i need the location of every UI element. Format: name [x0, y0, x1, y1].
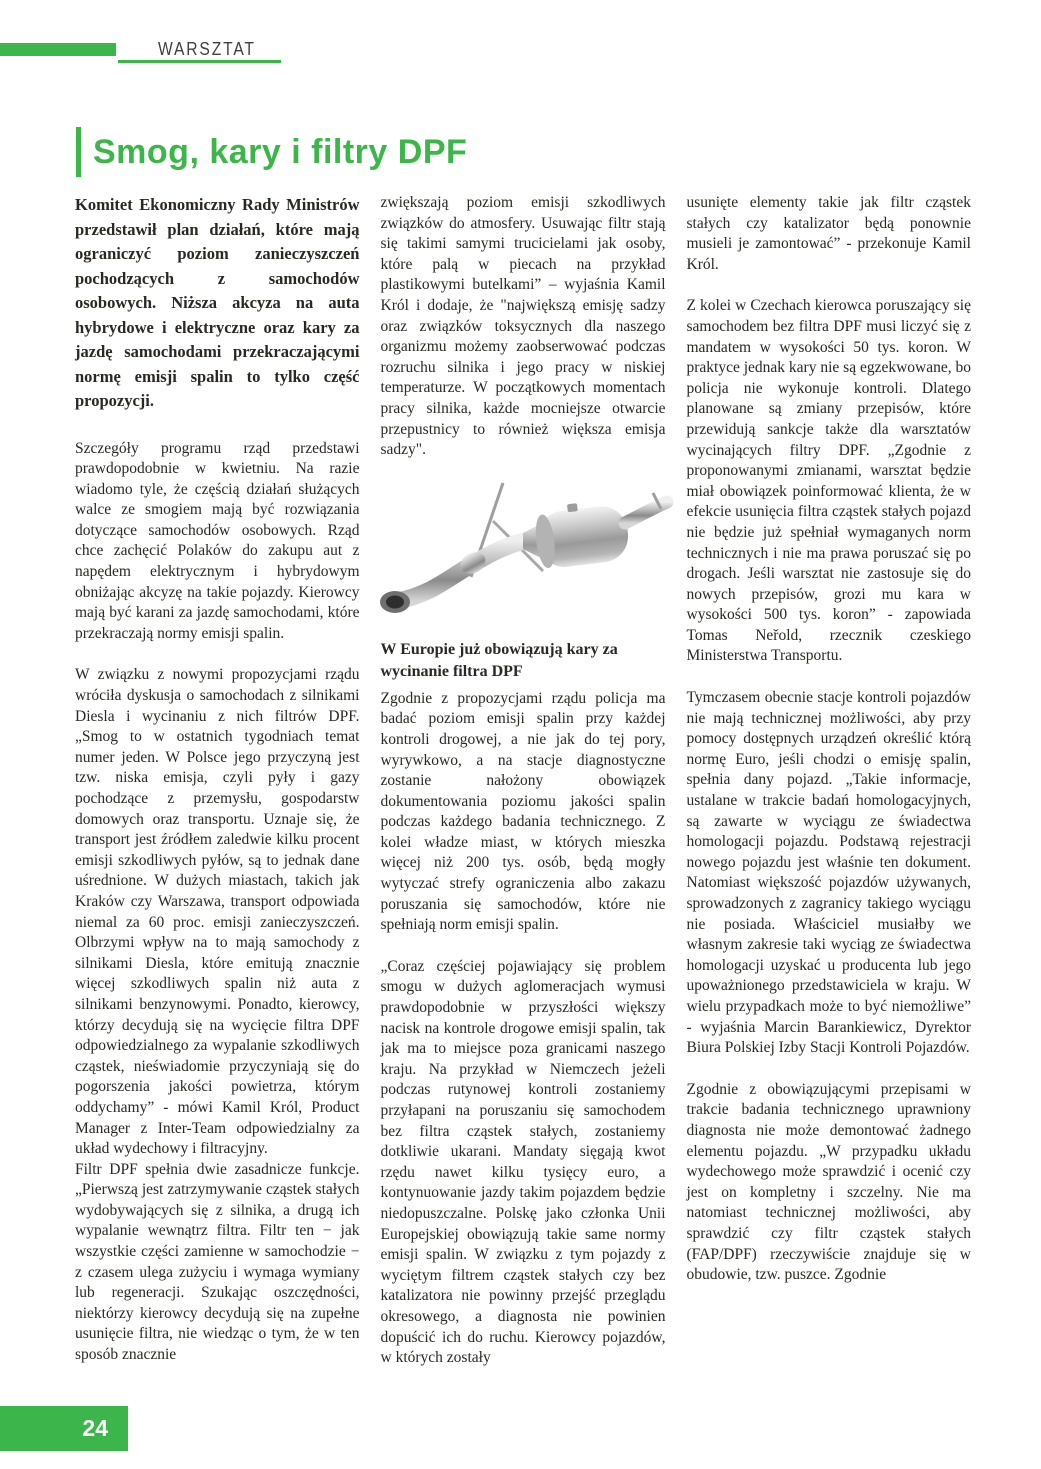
paragraph: Zgodnie z propozycjami rządu policja ma badać poziom emisji spalin przy każdej kontroli drogowej, a nie jak do tej pory, wyrywkowo, a na stacje diagnostyczne zostanie nałożony obowiązek dokumentowania poziomu jakości spalin podczas każdego badania technicznego. Z kolei władze miast, w których mieszka więcej niż 200 tys. osób, będą mogły wytyczać strefy ograniczenia albo zakazu poruszania się samochodów, które nie spełniają norm emisji spalin. [380, 689, 666, 934]
article-body [75, 193, 971, 1369]
page-number: 24 [82, 1415, 108, 1441]
section-kicker: WARSZTAT [158, 39, 256, 60]
paragraph: W związku z nowymi propozycjami rządu wróciła dyskusja o samochodach z silnikami Diesla i wycinaniu z nich filtrów DPF. „Smog to w ostatnich tygodniach temat numer jeden. W Polsce jego przyczyną jest tzw. niska emisja, czyli pyły i gazy pochodzące z przemysłu, gospodarstw domowych oraz transportu. Uznaje się, że transport jest źródłem zaledwie kilku procent emisji szkodliwych pyłów, są to jednak dane uśrednione. W dużych miastach, takich jak Kraków czy Warszawa, transport odpowiada niemal za 60 proc. emisji zanieczyszczeń. Olbrzymi wpływ na to mają samochody z silnikami Diesla, które emitują znacznie więcej szkodliwych spalin niż auta z silnikami benzynowymi. Ponadto, kierowcy, którzy decydują się na wycięcie filtra DPF odpowiedzialnego za wypalanie szkodliwych cząstek, nieświadomie przyczyniają się do pogorszenia jakości powietrza, którym oddychamy” - mówi Kamil Król, Product Manager z Inter-Team odpowiedzialny za układ wydechowy i filtracyjny. [75, 666, 360, 1158]
column-2 [381, 193, 666, 1369]
paragraph: Zgodnie z obowiązującymi przepisami w trakcie badania technicznego uprawniony diagnosta nie może demontować żadnego elementu pojazdu. „W przypadku układu wydechowego może sprawdzić i ocenić czy jest on kompletny i szczelny. Nie ma natomiast technicznej możliwości, aby sprawdzić czy filtr cząstek stałych (FAP/DPF) rzeczywiście znajduje się w obudowie, tzw. puszce. Zgodnie [686, 1080, 971, 1284]
dpf-exhaust-filter-illustration [375, 475, 675, 625]
kicker-underline [118, 60, 281, 63]
column-3 [687, 193, 972, 1369]
page-number-badge [0, 1406, 128, 1451]
lead-paragraph: Komitet Ekonomiczny Rady Ministrów przedstawił plan działań, które mają ograniczyć poziom zanieczyszczeń pochodzących z samochodów osobowych. Niższa akcyza na auta hybrydowe i elektryczne oraz kary za jazdę samochodami przekraczającymi normę emisji spalin to tylko część propozycji. [75, 195, 360, 410]
dpf-exhaust-filter-photo [375, 475, 675, 625]
paragraph: zwiększają poziom emisji szkodliwych związków do atmosfery. Usuwając filtr stają się takimi samymi trucicielami jak osoby, które palą w piecach na przykład plastikowymi butelkami” – wyjaśnia Kamil Król i dodaje, że "największą emisję sadzy oraz związków toksycznych dla naszego organizmu możemy zaobserwować podczas rozruchu silnika i jego pracy w niskiej temperaturze. W początkowych momentach pracy silnika, każde mocniejsze otwarcie przepustnicy to również większa emisja sadzy". [380, 194, 666, 459]
title-block [76, 127, 467, 177]
paragraph: Filtr DPF spełnia dwie zasadnicze funkcje. „Pierwszą jest zatrzymywanie cząstek stałych wydobywających się z silnika, a drugą ich wypalanie wewnątrz filtra. Filtr ten − jak wszystkie części zamienne w samochodzie − z czasem ulega zużyciu i wymaga wymiany lub regeneracji. Szukając oszczędności, niektórzy kierowcy decydują się na zupełne usunięcie filtra, nie wiedząc o tym, że w ten sposób znacznie [75, 1160, 360, 1364]
paragraph: „Coraz częściej pojawiający się problem smogu w dużych aglomeracjach wymusi prawdopodobnie w przyszłości większy nacisk na kontrole drogowe emisji spalin, tak jak ma to miejsce poza granicami naszego kraju. Na przykład w Niemczech jeżeli podczas rutynowej kontroli zostaniemy przyłapani na poruszaniu się samochodem bez filtra cząstek stałych, zostaniemy dotkliwie ukarani. Mandaty sięgają kwot rzędu nawet kilku tysięcy euro, a kontynuowanie jazdy takim pojazdem będzie niedopuszczalne. Polskę jako członka Unii Europejskiej obowiązują takie same normy emisji spalin. W związku z tym pojazdy z wyciętym filtrem cząstek stałych czy bez katalizatora nie powinny przejść przeglądu okresowego, a diagnosta nie powinien dopuścić ich do ruchu. Kierowcy pojazdów, w których zostały [380, 957, 666, 1367]
column-1 [75, 193, 360, 1369]
title-accent-bar [76, 127, 81, 177]
paragraph: Szczegóły programu rząd przedstawi prawdopodobnie w kwietniu. Na razie wiadomo tyle, że częścią działań służących walce ze smogiem mają być rozwiązania dotyczące samochodów osobowych. Rząd chce zachęcić Polaków do zakupu aut z napędem elektrycznym i hybrydowym obniżając akcyzę na takie pojazdy. Kierowcy mają być karani za jazdę samochodami, które przekraczają normy emisji spalin. [75, 439, 360, 642]
kicker-accent-bar [0, 43, 116, 56]
section-subhead: W Europie już obowiązują kary za wycinanie filtra DPF [380, 640, 618, 680]
paragraph: Tymczasem obecnie stacje kontroli pojazdów nie mają technicznej możliwości, aby przy pomocy dostępnych urządzeń określić którą normę Euro, jeśli chodzi o emisję spalin, spełnia dany pojazd. „Takie informacje, ustalane w trakcie badań homologacyjnych, są zawarte w wyciągu ze świadectwa homologacji pojazdu. Podstawą rejestracji nowego pojazdu jest właśnie ten dokument. Natomiast większość pojazdów używanych, sprowadzonych z zagranicy takiego wyciągu nie posiada. Właściciel musiałby we własnym zakresie taki wyciąg ze świadectwa homologacji uzyskać u producenta lub jego upoważnionego przedstawiciela w kraju. W wielu przypadkach może to być niemożliwe” - wyjaśnia Marcin Barankiewicz, Dyrektor Biura Polskiej Izby Stacji Kontroli Pojazdów. [686, 689, 971, 1057]
paragraph: usunięte elementy takie jak filtr cząstek stałych czy katalizator będą ponownie musieli je zamontować” - przekonuje Kamil Król. [686, 194, 971, 273]
paragraph: Z kolei w Czechach kierowca poruszający się samochodem bez filtra DPF musi liczyć się z mandatem w wysokości 50 tys. koron. W praktyce jednak kary nie są egzekwowane, bo policja nie wykonuje kontroli. Dlatego planowane są zmiany przepisów, które przewidują sankcje także dla warsztatów wycinających filtry DPF. „Zgodnie z proponowanymi zmianami, warsztat będzie miał obowiązek poinformować klienta, że w efekcie usunięcia filtra cząstek stałych pojazd nie będzie już spełniał wymaganych norm technicznych i nie ma prawa poruszać się po drogach. Jeśli warsztat nie zastosuje się do nowych przepisów, grozi mu kara w wysokości 500 tys. koron” - zapowiada Tomas Neřold, rzecznik czeskiego Ministerstwa Transportu. [686, 297, 971, 665]
article-title: Smog, kary i filtry DPF [93, 133, 468, 171]
